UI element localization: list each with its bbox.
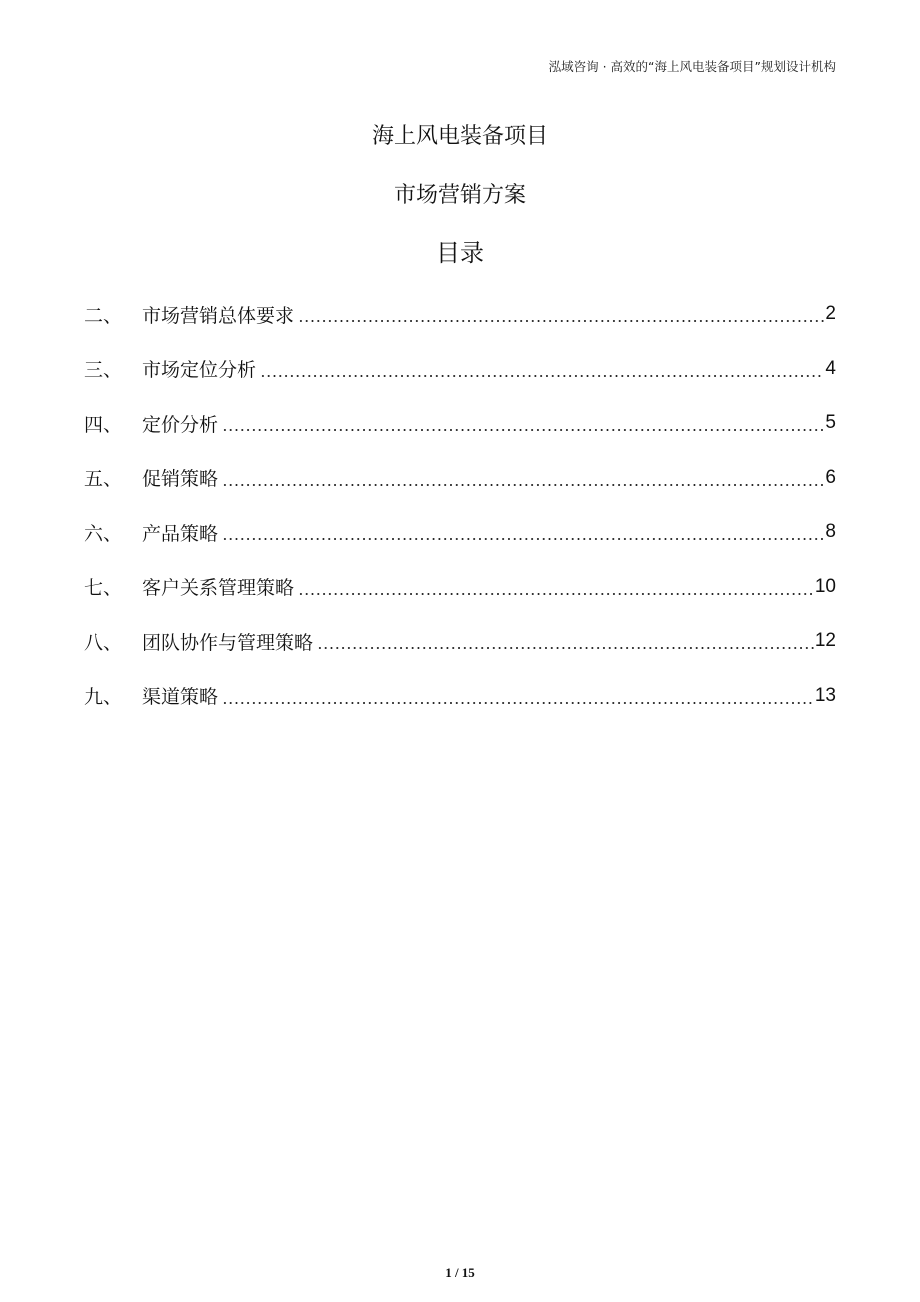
dot-leader xyxy=(222,702,814,704)
toc-entry-page: 8 xyxy=(825,521,836,543)
toc-entry-number: 八、 xyxy=(84,631,123,654)
toc-entry-label: 市场营销总体要求 xyxy=(142,304,295,327)
toc-entry[interactable] xyxy=(84,669,836,724)
toc-entry-number: 二、 xyxy=(84,304,123,327)
toc-entry[interactable] xyxy=(84,505,836,560)
dot-leader xyxy=(260,375,824,377)
toc-entry-label: 渠道策略 xyxy=(142,686,219,709)
dot-leader xyxy=(298,320,824,322)
toc-entry-page: 12 xyxy=(814,630,836,652)
document-subtitle: 市场营销方案 xyxy=(393,183,526,208)
toc-entry-page: 2 xyxy=(825,303,836,325)
toc-entry-number: 三、 xyxy=(84,359,123,382)
toc-entry-number: 四、 xyxy=(84,413,123,436)
toc-entry-number: 九、 xyxy=(84,686,123,709)
toc-entry-page: 13 xyxy=(814,684,836,706)
document-title: 海上风电装备项目 xyxy=(371,124,548,149)
toc-entry[interactable] xyxy=(84,560,836,615)
toc-entry-label: 客户关系管理策略 xyxy=(142,577,295,600)
toc-entry[interactable] xyxy=(84,342,836,397)
toc-entry[interactable] xyxy=(84,287,836,342)
toc-entry-page: 4 xyxy=(825,357,836,379)
dot-leader xyxy=(298,593,814,595)
toc-entry[interactable] xyxy=(84,451,836,506)
dot-leader xyxy=(317,647,814,649)
toc-entry-number: 六、 xyxy=(84,522,123,545)
toc-entry-number: 五、 xyxy=(84,468,123,491)
toc-entry-page: 10 xyxy=(814,575,836,597)
toc-heading: 目录 xyxy=(436,239,484,267)
toc-entry-label: 定价分析 xyxy=(142,413,219,436)
toc-entry-page: 6 xyxy=(825,466,836,488)
running-header: 泓域咨询 · 高效的“海上风电装备项目”规划设计机构 xyxy=(548,59,836,74)
dot-leader xyxy=(222,429,824,431)
toc-entry[interactable] xyxy=(84,396,836,451)
toc-entry-label: 促销策略 xyxy=(142,468,219,491)
toc-entry-label: 团队协作与管理策略 xyxy=(142,631,314,654)
toc-entry[interactable] xyxy=(84,614,836,669)
toc-entry-label: 市场定位分析 xyxy=(142,359,257,382)
table-of-contents xyxy=(84,287,836,723)
toc-entry-label: 产品策略 xyxy=(142,522,219,545)
toc-entry-page: 5 xyxy=(825,412,836,434)
page-indicator: 1 / 15 xyxy=(445,1265,475,1280)
dot-leader xyxy=(222,538,824,540)
dot-leader xyxy=(222,484,824,486)
toc-entry-number: 七、 xyxy=(84,577,123,600)
